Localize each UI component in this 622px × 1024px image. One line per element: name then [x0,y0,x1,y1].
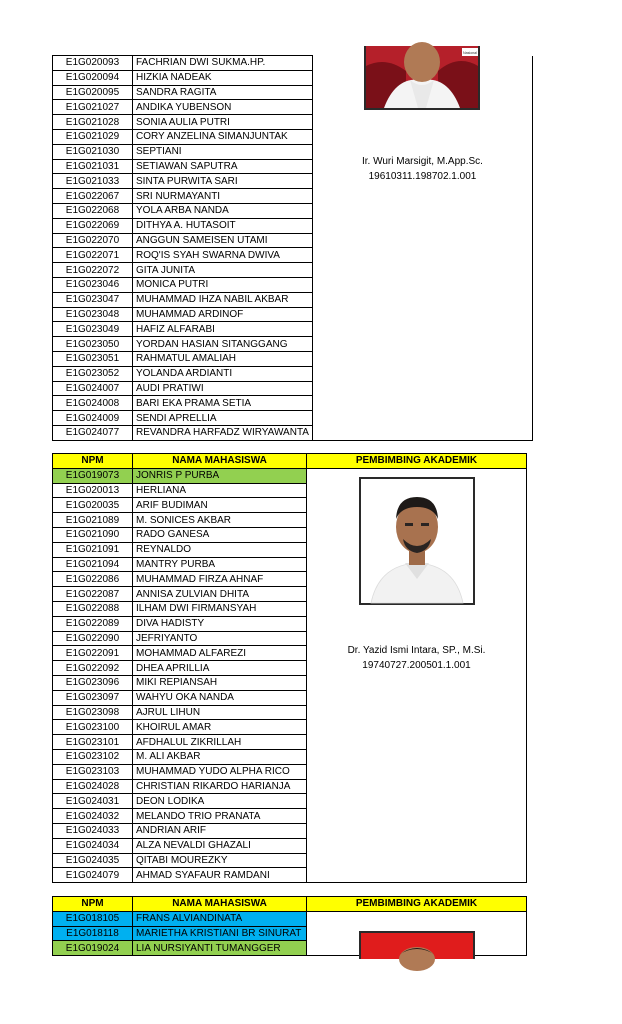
npm-cell: E1G023048 [53,307,133,322]
nama-cell: ANNISA ZULVIAN DHITA [133,587,307,602]
npm-cell: E1G023049 [53,322,133,337]
npm-cell: E1G024035 [53,853,133,868]
nama-cell: SETIAWAN SAPUTRA [133,159,313,174]
npm-cell: E1G023102 [53,749,133,764]
npm-cell: E1G021029 [53,129,133,144]
nama-cell: M. SONICES AKBAR [133,513,307,528]
npm-cell: E1G018118 [53,926,133,941]
nama-cell: DITHYA A. HUTASOIT [133,218,313,233]
advisor-portrait-image [361,479,473,603]
npm-header: NPM [53,454,133,469]
nama-cell: SENDI APRELLIA [133,411,313,426]
advisor-photo [364,46,480,110]
nama-cell: MOHAMMAD ALFAREZI [133,646,307,661]
advisor-info [313,154,532,184]
nama-cell: MUHAMMAD FIRZA AHNAF [133,572,307,587]
nama-cell: SRI NURMAYANTI [133,189,313,204]
npm-cell: E1G021089 [53,513,133,528]
npm-cell: E1G022090 [53,631,133,646]
nama-cell: ILHAM DWI FIRMANSYAH [133,601,307,616]
pembimbing-akademik-cell [307,468,527,882]
advisor-nip: 19610311.198702.1.001 [368,170,477,182]
nama-cell: RAHMATUL AMALIAH [133,351,313,366]
npm-cell: E1G023098 [53,705,133,720]
npm-cell: E1G022092 [53,661,133,676]
nama-cell: DEON LODIKA [133,794,307,809]
npm-cell: E1G021030 [53,144,133,159]
npm-cell: E1G024032 [53,809,133,824]
nama-cell: CHRISTIAN RIKARDO HARIANJA [133,779,307,794]
nama-cell: JEFRIYANTO [133,631,307,646]
nama-cell: RADO GANESA [133,527,307,542]
table-row [53,468,527,483]
npm-cell: E1G024077 [53,425,133,440]
npm-cell: E1G024079 [53,868,133,883]
advisor-nip: 19740727.200501.1.001 [362,659,471,671]
npm-cell: E1G021090 [53,527,133,542]
npm-cell: E1G023101 [53,735,133,750]
npm-cell: E1G023096 [53,675,133,690]
nama-cell: FRANS ALVIANDINATA [133,911,307,926]
nama-cell: MARIETHA KRISTIANI BR SINURAT [133,926,307,941]
nama-cell: QITABI MOUREZKY [133,853,307,868]
npm-cell: E1G024031 [53,794,133,809]
npm-cell: E1G022088 [53,601,133,616]
npm-cell: E1G023050 [53,337,133,352]
nama-cell: HERLIANA [133,483,307,498]
npm-cell: E1G023097 [53,690,133,705]
nama-cell: ARIF BUDIMAN [133,498,307,513]
nama-cell: ALZA NEVALDI GHAZALI [133,838,307,853]
advisor-photo [359,477,475,605]
advisor-group-1-table [52,50,533,441]
npm-cell: E1G021027 [53,100,133,115]
nama-cell: SINTA PURWITA SARI [133,174,313,189]
npm-cell: E1G024007 [53,381,133,396]
npm-cell: E1G023047 [53,292,133,307]
nama-cell: AJRUL LIHUN [133,705,307,720]
npm-cell: E1G020013 [53,483,133,498]
npm-cell: E1G023100 [53,720,133,735]
table-header-row [53,897,527,912]
pembimbing-akademik-cell [312,50,532,441]
npm-cell: E1G023046 [53,277,133,292]
pembimbing-akademik-cell [307,911,527,955]
nama-cell: MELANDO TRIO PRANATA [133,809,307,824]
npm-cell: E1G020095 [53,85,133,100]
advisor-portrait-image [361,933,473,959]
nama-cell: SONIA AULIA PUTRI [133,115,313,130]
npm-cell: E1G021094 [53,557,133,572]
nama-header: NAMA MAHASISWA [133,454,307,469]
nama-cell: MUHAMMAD YUDO ALPHA RICO [133,764,307,779]
nama-cell: LIA NURSIYANTI TUMANGGER [133,941,307,956]
npm-cell: E1G021033 [53,174,133,189]
npm-cell: E1G022086 [53,572,133,587]
nama-cell: HAFIZ ALFARABI [133,322,313,337]
table-header-row [53,454,527,469]
nama-cell: MIKI REPIANSAH [133,675,307,690]
npm-cell: E1G021031 [53,159,133,174]
table-row [53,911,527,926]
npm-cell: E1G022072 [53,263,133,278]
npm-cell: E1G024033 [53,823,133,838]
npm-cell: E1G023103 [53,764,133,779]
npm-header: NPM [53,897,133,912]
npm-cell: E1G022071 [53,248,133,263]
nama-cell: M. ALI AKBAR [133,749,307,764]
nama-cell: FACHRIAN DWI SUKMA.HP. [133,56,313,71]
nama-cell: CORY ANZELINA SIMANJUNTAK [133,129,313,144]
npm-cell: E1G022068 [53,203,133,218]
npm-cell: E1G023052 [53,366,133,381]
pembimbing-header: PEMBIMBING AKADEMIK [307,897,527,912]
nama-header: NAMA MAHASISWA [133,897,307,912]
nama-cell: YORDAN HASIAN SITANGGANG [133,337,313,352]
npm-cell: E1G024028 [53,779,133,794]
advisor-name: Ir. Wuri Marsigit, M.App.Sc. [362,155,483,167]
advisor-info [307,643,526,673]
advisor-name: Dr. Yazid Ismi Intara, SP., M.Si. [347,644,486,656]
nama-cell: REYNALDO [133,542,307,557]
npm-cell: E1G024034 [53,838,133,853]
nama-cell: ROQ'IS SYAH SWARNA DWIVA [133,248,313,263]
advisor-photo [359,931,475,959]
nama-cell: SANDRA RAGITA [133,85,313,100]
npm-cell: E1G022091 [53,646,133,661]
nama-cell: MANTRY PURBA [133,557,307,572]
nama-cell: YOLANDA ARDIANTI [133,366,313,381]
npm-cell: E1G021028 [53,115,133,130]
npm-cell: E1G018105 [53,911,133,926]
pembimbing-header: PEMBIMBING AKADEMIK [307,454,527,469]
advisor-portrait-image [366,46,478,108]
nama-cell: AHMAD SYAFAUR RAMDANI [133,868,307,883]
nama-cell: ANDIKA YUBENSON [133,100,313,115]
advisor-group-3-table [52,896,527,956]
npm-cell: E1G020035 [53,498,133,513]
nama-cell: HIZKIA NADEAK [133,70,313,85]
npm-cell: E1G020094 [53,70,133,85]
table-row [53,56,533,71]
nama-cell: GITA JUNITA [133,263,313,278]
nama-cell: JONRIS P PURBA [133,468,307,483]
nama-cell: SEPTIANI [133,144,313,159]
nama-cell: REVANDRA HARFADZ WIRYAWANTA [133,425,313,440]
nama-cell: AFDHALUL ZIKRILLAH [133,735,307,750]
npm-cell: E1G019073 [53,468,133,483]
npm-cell: E1G020093 [53,56,133,71]
nama-cell: DIVA HADISTY [133,616,307,631]
npm-cell: E1G022067 [53,189,133,204]
npm-cell: E1G021091 [53,542,133,557]
npm-cell: E1G019024 [53,941,133,956]
nama-cell: ANGGUN SAMEISEN UTAMI [133,233,313,248]
nama-cell: MUHAMMAD ARDINOF [133,307,313,322]
nama-cell: MONICA PUTRI [133,277,313,292]
npm-cell: E1G022069 [53,218,133,233]
npm-cell: E1G022070 [53,233,133,248]
npm-cell: E1G024008 [53,396,133,411]
nama-cell: AUDI PRATIWI [133,381,313,396]
nama-cell: DHEA APRILLIA [133,661,307,676]
npm-cell: E1G023051 [53,351,133,366]
nama-cell: YOLA ARBA NANDA [133,203,313,218]
nama-cell: MUHAMMAD IHZA NABIL AKBAR [133,292,313,307]
advisor-group-2-table [52,453,527,883]
nama-cell: WAHYU OKA NANDA [133,690,307,705]
svg-text:Nasional: Nasional [463,50,478,55]
nama-cell: ANDRIAN ARIF [133,823,307,838]
npm-cell: E1G024009 [53,411,133,426]
nama-cell: KHOIRUL AMAR [133,720,307,735]
nama-cell: BARI EKA PRAMA SETIA [133,396,313,411]
npm-cell: E1G022087 [53,587,133,602]
npm-cell: E1G022089 [53,616,133,631]
